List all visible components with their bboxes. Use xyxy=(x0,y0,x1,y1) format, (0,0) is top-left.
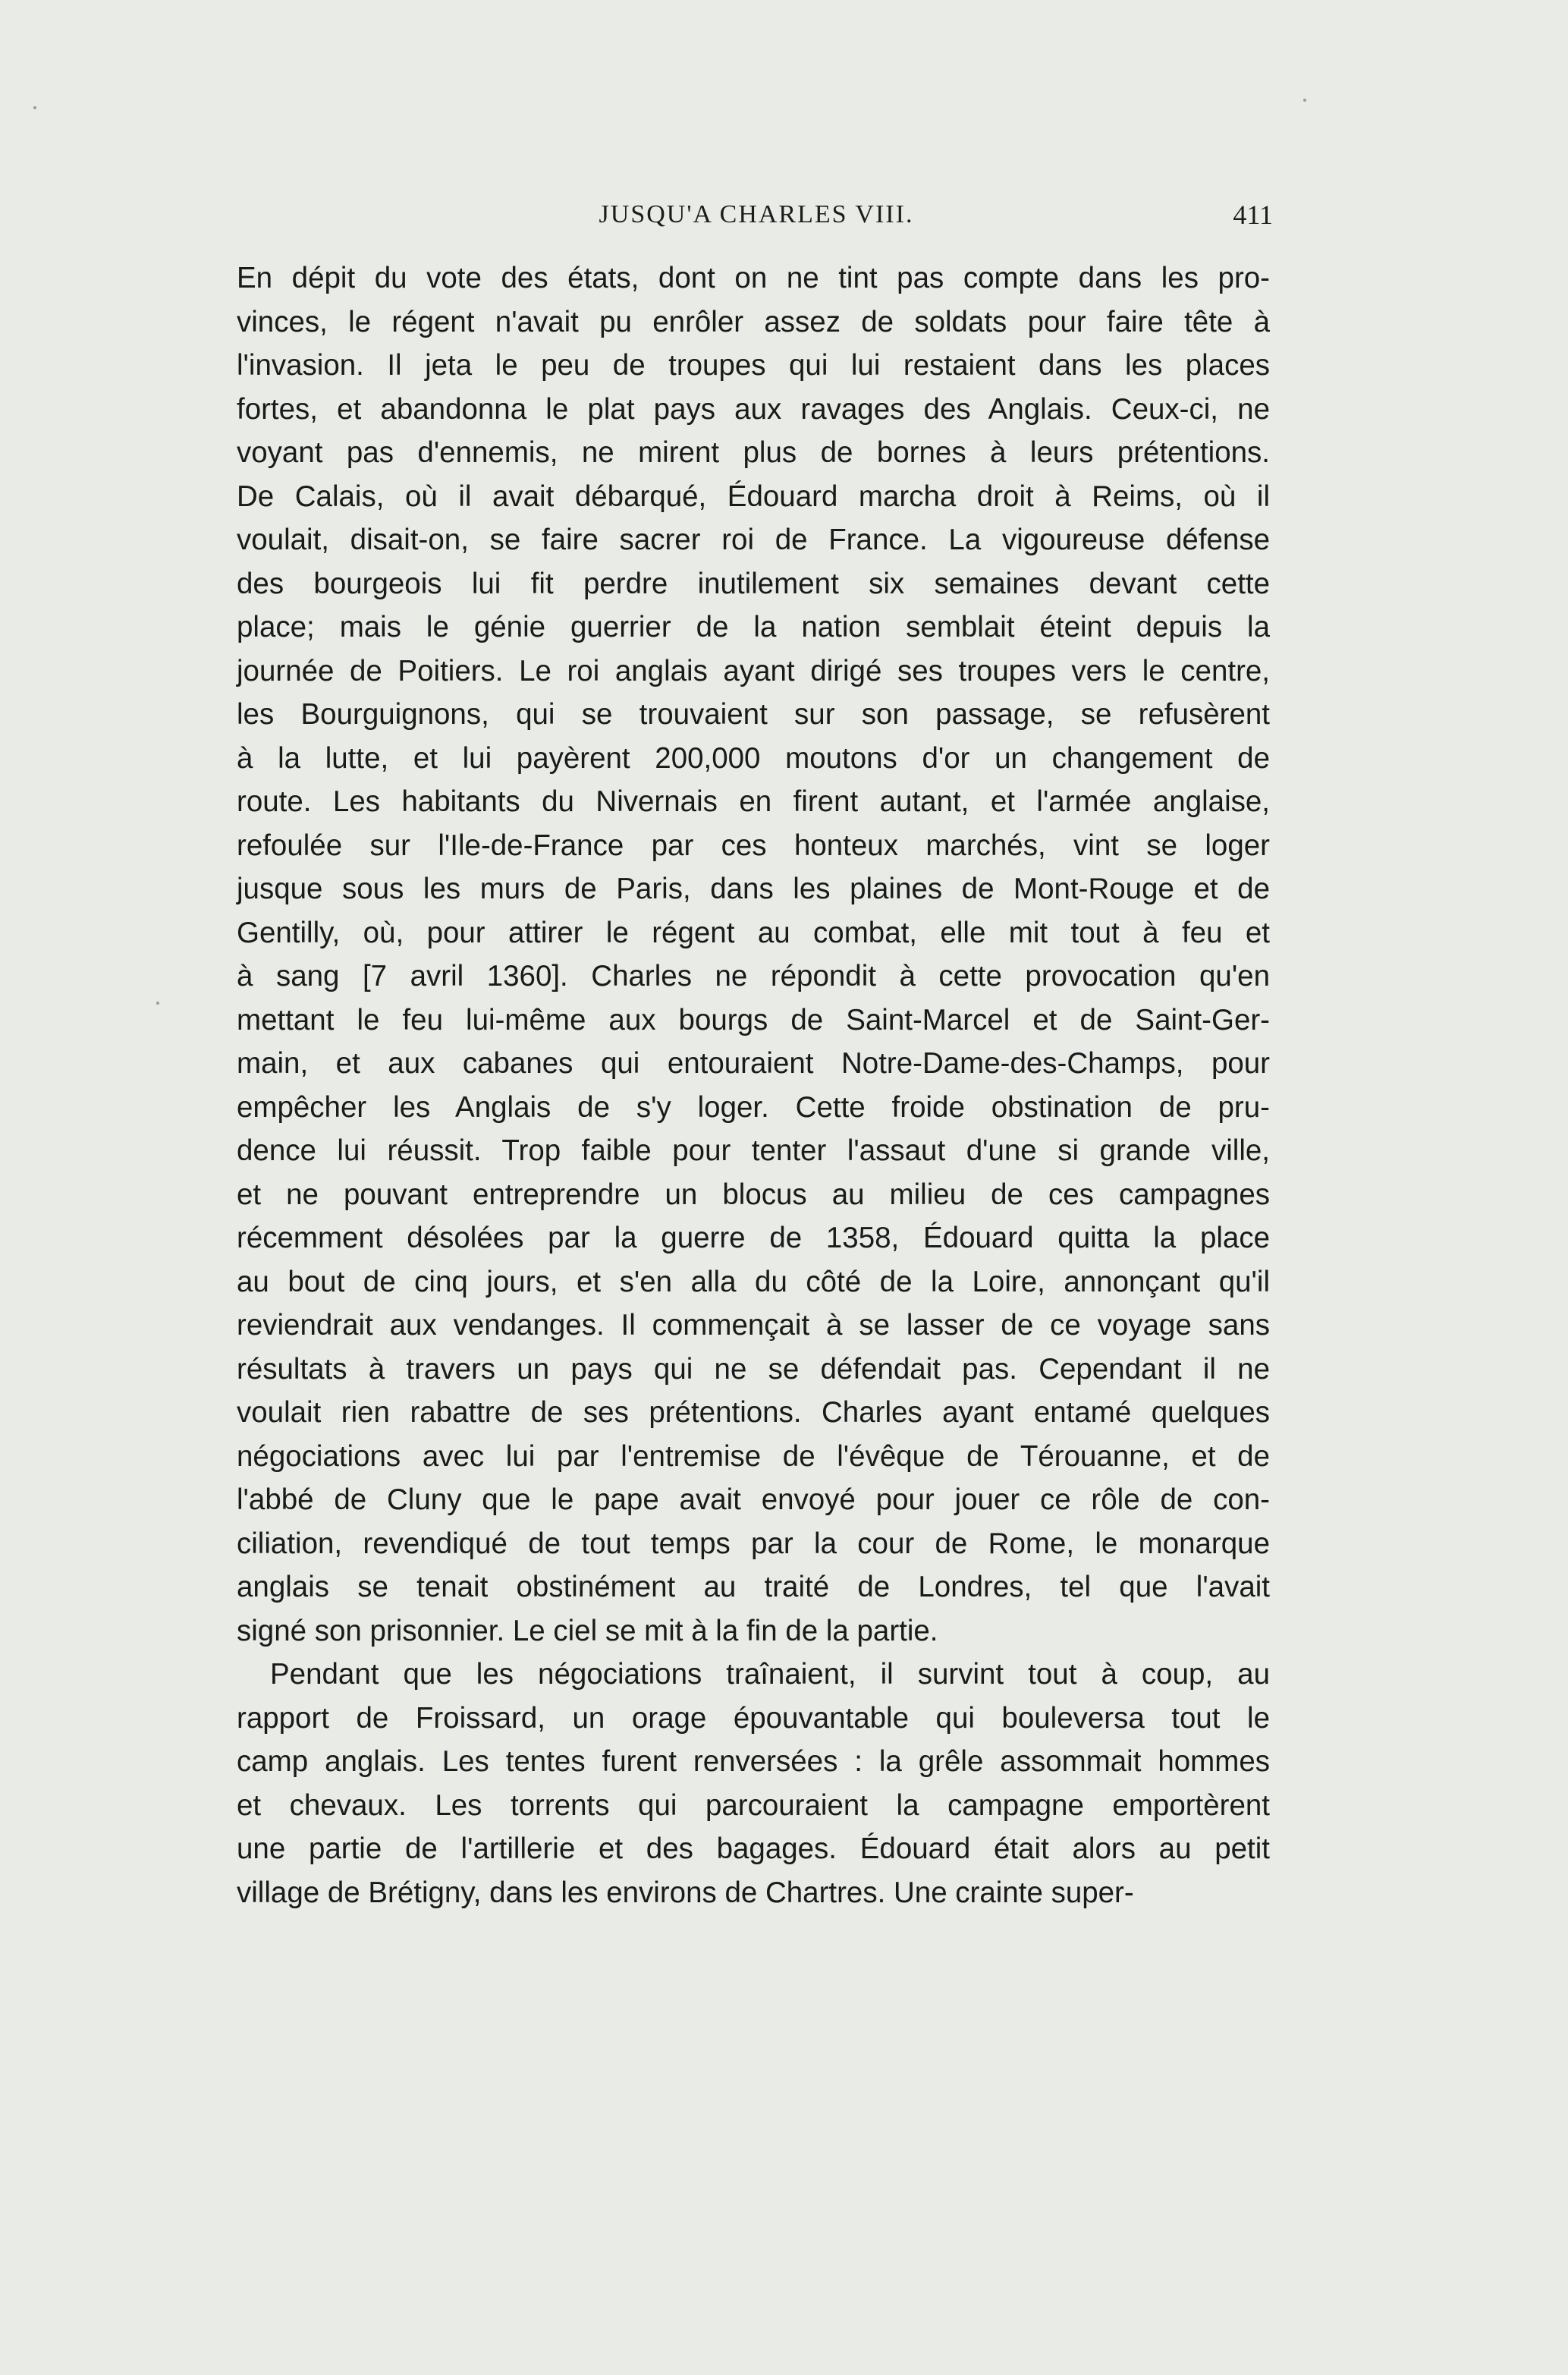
text-line: Gentilly, où, pour attirer le régent au combat, elle mit tout à feu et xyxy=(237,916,1270,949)
text-line: jusque sous les murs de Paris, dans les plaines de Mont-Rouge et de xyxy=(237,873,1270,905)
text-line: Pendant que les négociations traînaient, il survint tout à coup, au xyxy=(270,1658,1270,1691)
text-line: En dépit du vote des états, dont on ne tint pas compte dans les pro- xyxy=(237,262,1270,294)
text-line: une partie de l'artillerie et des bagages. Édouard était alors au petit xyxy=(237,1832,1270,1865)
text-line: mettant le feu lui-même aux bourgs de Saint-Marcel et de Saint-Ger- xyxy=(237,1003,1270,1037)
text-line: voyant pas d'ennemis, ne mirent plus de bornes à leurs prétentions. xyxy=(237,436,1270,469)
text-line: place; mais le génie guerrier de la nation semblait éteint depuis la xyxy=(237,611,1270,643)
text-line: récemment désolées par la guerre de 1358, Édouard quitta la place xyxy=(237,1222,1270,1254)
text-line: l'invasion. Il jeta le peu de troupes qui lui restaient dans les places xyxy=(237,349,1270,382)
text-line: empêcher les Anglais de s'y loger. Cette froide obstination de pru- xyxy=(237,1090,1270,1124)
text-line: village de Brétigny, dans les environs de Chartres. Une crainte super- xyxy=(237,1876,1134,1909)
text-line: rapport de Froissard, un orage épouvantable qui bouleversa tout le xyxy=(237,1701,1270,1735)
body-text xyxy=(237,256,1270,1914)
text-line: à sang [7 avril 1360]. Charles ne répondit à cette provocation qu'en xyxy=(237,960,1270,992)
text-line: et chevaux. Les torrents qui parcouraient la campagne emportèrent xyxy=(237,1788,1270,1822)
text-line: De Calais, où il avait débarqué, Édouard marcha droit à Reims, où il xyxy=(237,480,1270,513)
text-line: résultats à travers un pays qui ne se défendait pas. Cependant il ne xyxy=(237,1352,1270,1386)
text-line: et ne pouvant entreprendre un blocus au milieu de ces campagnes xyxy=(237,1178,1270,1211)
text-line: les Bourguignons, qui se trouvaient sur son passage, se refusèrent xyxy=(237,698,1270,731)
text-line: négociations avec lui par l'entremise de l'évêque de Térouanne, et de xyxy=(237,1439,1270,1473)
text-line: refoulée sur l'Ile-de-France par ces honteux marchés, vint se loger xyxy=(237,829,1270,862)
text-line: camp anglais. Les tentes furent renversées : la grêle assommait hommes xyxy=(237,1745,1270,1778)
running-head xyxy=(240,196,1273,234)
text-line: journée de Poitiers. Le roi anglais ayant dirigé ses troupes vers le centre, xyxy=(237,654,1270,687)
text-line: anglais se tenait obstinément au traité de Londres, tel que l'avait xyxy=(237,1571,1270,1603)
text-line: voulait rien rabattre de ses prétentions. Charles ayant entamé quelques xyxy=(237,1396,1270,1429)
text-line: l'abbé de Cluny que le pape avait envoyé pour jouer ce rôle de con- xyxy=(237,1483,1270,1516)
running-title: JUSQU'A CHARLES VIII. xyxy=(599,200,914,228)
text-line: ciliation, revendiqué de tout temps par la cour de Rome, le monarque xyxy=(237,1527,1270,1560)
text-line: vinces, le régent n'avait pu enrôler assez de soldats pour faire tête à xyxy=(237,305,1270,338)
text-line: dence lui réussit. Trop faible pour tenter l'assaut d'une si grande ville, xyxy=(237,1134,1270,1167)
text-line: voulait, disait-on, se faire sacrer roi de France. La vigoureuse défense xyxy=(237,524,1270,556)
page-number: 411 xyxy=(1233,200,1273,230)
paper-speck xyxy=(156,1002,159,1005)
paper-speck xyxy=(33,106,36,109)
text-line: à la lutte, et lui payèrent 200,000 moutons d'or un changement de xyxy=(237,741,1270,775)
paper-speck xyxy=(1303,99,1306,102)
text-line: des bourgeois lui fit perdre inutilement six semaines devant cette xyxy=(237,567,1270,600)
paragraph xyxy=(237,1653,1270,1914)
text-line: route. Les habitants du Nivernais en firent autant, et l'armée anglaise, xyxy=(237,785,1270,818)
text-line: reviendrait aux vendanges. Il commençait à se lasser de ce voyage sans xyxy=(237,1309,1270,1342)
text-line: au bout de cinq jours, et s'en alla du côté de la Loire, annonçant qu'il xyxy=(237,1265,1270,1298)
paragraph xyxy=(237,256,1270,1653)
text-line: main, et aux cabanes qui entouraient Notre-Dame-des-Champs, pour xyxy=(237,1047,1270,1080)
text-line: signé son prisonnier. Le ciel se mit à la fin de la partie. xyxy=(237,1614,938,1647)
text-line: fortes, et abandonna le plat pays aux ravages des Anglais. Ceux-ci, ne xyxy=(237,392,1270,426)
